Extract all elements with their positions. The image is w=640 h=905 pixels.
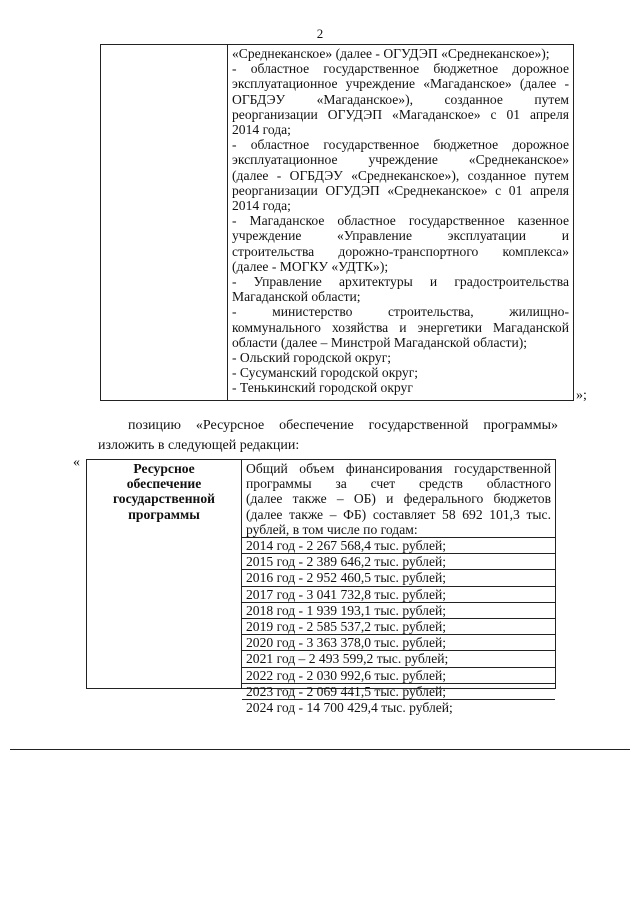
- year-row: 2020 год - 3 363 378,0 тыс. рублей;: [242, 635, 555, 651]
- text-line: строительства дорожно-транспортного комплекса»: [232, 243, 569, 259]
- funding-intro: [242, 461, 555, 538]
- text-line: (далее также – ОБ) и федерального бюджетов: [246, 491, 551, 507]
- bottom-divider: [10, 749, 630, 750]
- text-line: реорганизации ОГУДЭП «Магаданское» с 01 апреля: [232, 106, 569, 122]
- year-row: 2022 год - 2 030 992,6 тыс. рублей;: [242, 668, 555, 684]
- text-line: эксплуатационное учреждение «Магаданское» (далее -: [232, 76, 569, 92]
- text-line: (далее также – ФБ) составляет 58 692 101,3 тыс.: [246, 506, 551, 522]
- text-line: коммунального хозяйства и энергетики Магаданской: [232, 319, 569, 335]
- text-line: 2014 года;: [232, 198, 291, 214]
- text-line: - Тенькинский городской округ: [232, 380, 413, 396]
- text-line: 2014 года;: [232, 122, 291, 138]
- paragraph-line: изложить в следующей редакции:: [98, 438, 300, 453]
- text-line: рублей, в том числе по годам:: [246, 521, 418, 537]
- opening-quote: «: [73, 455, 80, 470]
- text-line: реорганизации ОГУДЭП «Среднеканское» с 01 апреля: [232, 182, 569, 198]
- text-line: программы за счет средств областного: [246, 476, 551, 492]
- year-row: 2019 год - 2 585 537,2 тыс. рублей;: [242, 619, 555, 635]
- title-line: обеспечение: [126, 476, 202, 492]
- title-line: программы: [128, 506, 200, 522]
- year-row: 2015 год - 2 389 646,2 тыс. рублей;: [242, 554, 555, 570]
- text-line: эксплуатационное учреждение «Среднеканское»: [232, 152, 569, 168]
- text-line: - Магаданское областное государственное казенное: [232, 213, 569, 229]
- year-row: 2018 год - 1 939 193,1 тыс. рублей;: [242, 603, 555, 619]
- text-line: (далее - МОГКУ «УДТК»);: [232, 258, 389, 274]
- year-row: 2024 год - 14 700 429,4 тыс. рублей;: [246, 700, 453, 716]
- title-line: государственной: [112, 491, 216, 507]
- paragraph-line: позицию «Ресурсное обеспечение государственной программы»: [128, 418, 558, 433]
- year-row: 2014 год - 2 267 568,4 тыс. рублей;: [242, 538, 555, 554]
- participants-table: [100, 44, 574, 401]
- year-row: 2023 год - 2 069 441,5 тыс. рублей;: [242, 684, 555, 700]
- year-row: 2016 год - 2 952 460,5 тыс. рублей;: [242, 570, 555, 586]
- text-line: учреждение «Управление эксплуатации и: [232, 228, 569, 244]
- text-line: - министерство строительства, жилищно-: [232, 304, 569, 320]
- resource-table: [86, 459, 556, 716]
- page-number: 2: [316, 26, 324, 41]
- text-line: «Среднеканское» (далее - ОГУДЭП «Среднеканское»);: [232, 46, 550, 61]
- text-line: - Ольский городской округ;: [232, 350, 392, 366]
- participants-list-cell: [228, 45, 573, 396]
- text-line: - Управление архитектуры и градостроительства: [232, 274, 569, 290]
- text-line: ОГБДЭУ «Магаданское»), созданное путем: [232, 91, 569, 107]
- participants-label-cell: [101, 45, 228, 400]
- text-line: Магаданской области;: [232, 289, 361, 305]
- year-row: 2017 год - 3 041 732,8 тыс. рублей;: [242, 587, 555, 603]
- text-line: (далее - ОГБДЭУ «Среднеканское»), созданное путем: [232, 167, 569, 183]
- text-line: - областное государственное бюджетное дорожное: [232, 137, 569, 153]
- title-line: Ресурсное: [133, 461, 195, 476]
- closing-quote: »;: [576, 388, 587, 403]
- text-line: области (далее – Минстрой Магаданской области);: [232, 334, 528, 350]
- text-line: Общий объем финансирования государственной: [246, 461, 551, 476]
- text-line: - Сусуманский городской округ;: [232, 365, 419, 381]
- resource-values-cell: [242, 460, 555, 715]
- text-line: - областное государственное бюджетное дорожное: [232, 61, 569, 77]
- year-row: 2021 год – 2 493 599,2 тыс. рублей;: [242, 651, 555, 667]
- resource-title-cell: [87, 460, 242, 688]
